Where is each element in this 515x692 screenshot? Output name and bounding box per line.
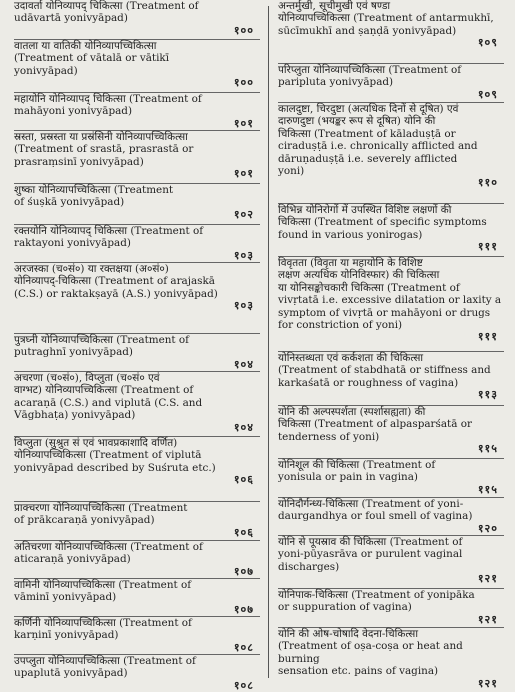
page-number: ११३	[477, 388, 498, 402]
page-number: १०७	[233, 602, 254, 616]
entry-title: स्रस्ता, प्रस्रस्ता या प्रस्रंसिनी योनिव्यापच्चिकित्सा	[14, 131, 188, 143]
entry-description: (Treatment of vātalā or vātikī yonivyāpad)	[14, 52, 170, 77]
page-number: १०२	[233, 207, 254, 221]
entry-title: अचरणा (च०सं०), विप्लुता (च०सं० एवं वाग्भट) योनिव्यापच्चिकित्सा	[14, 372, 160, 397]
column-divider	[268, 6, 269, 678]
entry-description: (Treatment of prākcaraṇā yonivyāpad)	[14, 502, 188, 527]
page-number: १०३	[233, 299, 254, 313]
entry-description: (Treatment of putraghnī yonivyāpad)	[14, 334, 190, 359]
entry-title: योनि की ओष-चोषादि वेदना-चिकित्सा	[278, 628, 419, 640]
entry-description: (Treatment of antarmukhī, sūcīmukhī and ṣaṇḍā yonivyāpad)	[278, 12, 494, 37]
entry-title: योनिशूल की चिकित्सा	[278, 459, 360, 471]
entry-title: विप्लुता (सुश्रुत सं एवं भावप्रकाशादि वर्णित) योनिव्यापच्चिकित्सा	[14, 437, 178, 462]
right-column	[278, 0, 504, 690]
toc-entry	[14, 131, 260, 184]
page-number: १२१	[477, 612, 498, 626]
toc-entry	[14, 40, 260, 93]
page-number: १२१	[477, 572, 498, 586]
page-number: १०९	[477, 87, 498, 101]
toc-entry	[14, 579, 260, 617]
entry-description: (Treatment of udāvartā yonivyāpad)	[14, 0, 199, 25]
entry-description: (Treatment of srastā, prasrastā or prasraṃsinī yonivyāpad)	[14, 143, 194, 168]
toc-entry	[14, 617, 260, 655]
toc-entry	[278, 406, 504, 459]
toc-entry	[278, 103, 504, 204]
toc-entry	[278, 0, 504, 64]
toc-entry	[278, 257, 504, 352]
entry-description: (Treatment of specific symptoms found in various yonirogas)	[278, 216, 487, 241]
toc-entry	[278, 204, 504, 257]
entry-description: (Treatment of vāminī yonivyāpad)	[14, 579, 192, 604]
entry-title: प्राक्चरणा योनिव्यापच्चिकित्सा	[14, 502, 125, 514]
entry-description: (Treatment of vivṛtatā i.e. excessive dilatation or laxity a symptom of vivṛtā or mahāyoni or drugs for constriction of yoni)	[278, 281, 502, 332]
entry-description: (Treatment of yoni- daurgandhya or foul smell of vagina)	[278, 498, 473, 523]
entry-description: (Treatment of aticaraṇā yonivyāpad)	[14, 541, 203, 566]
entry-description: (Treatment of paripluta yonivyāpad)	[278, 64, 462, 89]
entry-title: परिप्लुता योनिव्यापच्चिकित्सा	[278, 64, 386, 76]
entry-title: उदावर्ता योनिव्यापद् चिकित्सा	[14, 0, 123, 12]
entry-description: (Treatment of yonisula or pain in vagina)	[278, 459, 436, 484]
entry-title: योनिस्तब्धता एवं कर्कशता की चिकित्सा	[278, 352, 424, 364]
entry-title: उपप्लुता योनिव्यापच्चिकित्सा	[14, 655, 120, 667]
entry-title: रक्तयोनि योनिव्यापद् चिकित्सा	[14, 225, 128, 237]
toc-entry	[14, 655, 260, 692]
toc-entry	[278, 352, 504, 406]
page-number: १०६	[233, 525, 254, 539]
toc-entry	[14, 372, 260, 437]
entry-title: अन्तर्मुखी, सूचीमुखी एवं षण्डा योनिव्यापच्चिकित्सा	[278, 0, 391, 25]
entry-title: पुत्रघ्नी योनिव्यापच्चिकित्सा	[14, 334, 113, 346]
page-number: १०९	[477, 36, 498, 50]
toc-entry	[278, 498, 504, 536]
entry-description: (Treatment of kāladuṣṭā or ciraduṣṭā i.e. chronically afflicted and dāruṇaduṣṭā i.e. severely afflicted yoni)	[278, 127, 478, 178]
page-number: १०४	[233, 357, 254, 371]
toc-entry	[14, 502, 260, 541]
entry-description: (Treatment of yoni-pūyasrāva or purulent vaginal discharges)	[278, 536, 463, 573]
entry-title: विवृतता (विवृता या महायोनि के विशिष्ट लक्षण अत्यधिक योनिविस्फार) की चिकित्सा या योनिसङ्कोचकारी चिकित्सा	[278, 257, 440, 294]
entry-title: अरजस्का (च०सं०) या रक्तक्षया (अ०सं०) योनिव्यापद्-चिकित्सा	[14, 263, 169, 288]
entry-description: (Treatment of śuṣkā yonivyāpad)	[14, 184, 174, 209]
entry-description: (Treatment of stabdhatā or stiffness and karkaśatā or roughness of vagina)	[278, 364, 491, 389]
entry-description: (Treatment of oṣa-coṣa or heat and burning sensation etc. pains of vagina)	[278, 640, 463, 678]
entry-description: (Treatment of mahāyoni yonivyāpad)	[14, 93, 202, 118]
entry-title: वातला या वातिकी योनिव्यापच्चिकित्सा	[14, 40, 157, 52]
left-column	[14, 0, 260, 692]
page-number: १०७	[233, 564, 254, 578]
toc-entry	[278, 64, 504, 103]
entry-description: (Treatment of yonipāka or suppuration of vagina)	[278, 589, 475, 614]
toc-entry	[14, 334, 260, 372]
entry-title: योनिपाक-चिकित्सा	[278, 589, 348, 601]
page-number: १२०	[477, 521, 498, 535]
entry-title: अतिचरणा योनिव्यापच्चिकित्सा	[14, 541, 127, 553]
page-number: १०८	[233, 678, 254, 692]
entry-description: (Treatment of raktayoni yonivyāpad)	[14, 225, 204, 250]
entry-title: योनिदौर्गन्ध्य-चिकित्सा	[278, 498, 359, 510]
entry-title: शुष्का योनिव्यापच्चिकित्सा	[14, 184, 111, 196]
entry-description: (Treatment of upaplutā yonivyāpad)	[14, 655, 196, 680]
page-number: १०८	[233, 640, 254, 654]
page-number: १०४	[233, 420, 254, 434]
toc-entry	[14, 184, 260, 225]
page-number: १०१	[233, 167, 254, 181]
toc-entry	[278, 459, 504, 498]
toc-entry	[278, 536, 504, 589]
page-number: १००	[233, 76, 254, 90]
toc-entry	[278, 589, 504, 628]
entry-title: योनि की अल्पस्पर्शता (स्पर्शासह्यता) की चिकित्सा	[278, 406, 426, 431]
page-number: १००	[233, 23, 254, 37]
entry-title: कालदुष्टा, चिरदुष्टा (अत्यधिक दिनों से दूषित) एवं दारुणदुष्टा (भयङ्कर रूप से दूषित) योनि की चिकित्सा	[278, 103, 459, 140]
toc-entry	[14, 0, 260, 40]
page-number: ११५	[477, 442, 498, 456]
page-number: ११५	[477, 482, 498, 496]
toc-entry	[14, 225, 260, 263]
toc-entry	[14, 263, 260, 334]
toc-entry	[278, 628, 504, 692]
page-number: १०६	[233, 473, 254, 487]
toc-entry	[14, 93, 260, 131]
entry-title: विभिन्न योनिरोगों में उपस्थित विशिष्ट लक्षणों की चिकित्सा	[278, 204, 452, 229]
entry-title: योनि से पूयस्राव की चिकित्सा	[278, 536, 387, 548]
page-number: १०३	[233, 248, 254, 262]
entry-description: (Treatment of alpasparśatā or tenderness of yoni)	[278, 418, 472, 443]
toc-entry	[14, 541, 260, 579]
entry-description: (Treatment of viplutā yonivyāpad described by Suśruta etc.)	[14, 449, 216, 474]
entry-title: कर्णिनी योनिव्यापच्चिकित्सा	[14, 617, 116, 629]
entry-description: (Treatment of acaraṇā (C.S.) and viplutā (C.S. and Vāgbhaṭa) yonivyāpad)	[14, 384, 203, 422]
entry-description: (Treatment of karṇinī yonivyāpad)	[14, 617, 192, 642]
page-number: १११	[477, 330, 498, 344]
entry-title: महायोनि योनिव्यापद् चिकित्सा	[14, 93, 126, 105]
page-number: १०१	[233, 116, 254, 130]
entry-description: (Treatment of arajaskā (C.S.) or raktakṣayā (A.S.) yonivyāpad)	[14, 275, 218, 300]
page-number: १२१	[477, 676, 498, 690]
toc-entry	[14, 437, 260, 502]
page-number: ११०	[477, 176, 498, 190]
page-number: १११	[477, 240, 498, 254]
entry-title: वामिनी योनिव्यापच्चिकित्सा	[14, 579, 116, 591]
